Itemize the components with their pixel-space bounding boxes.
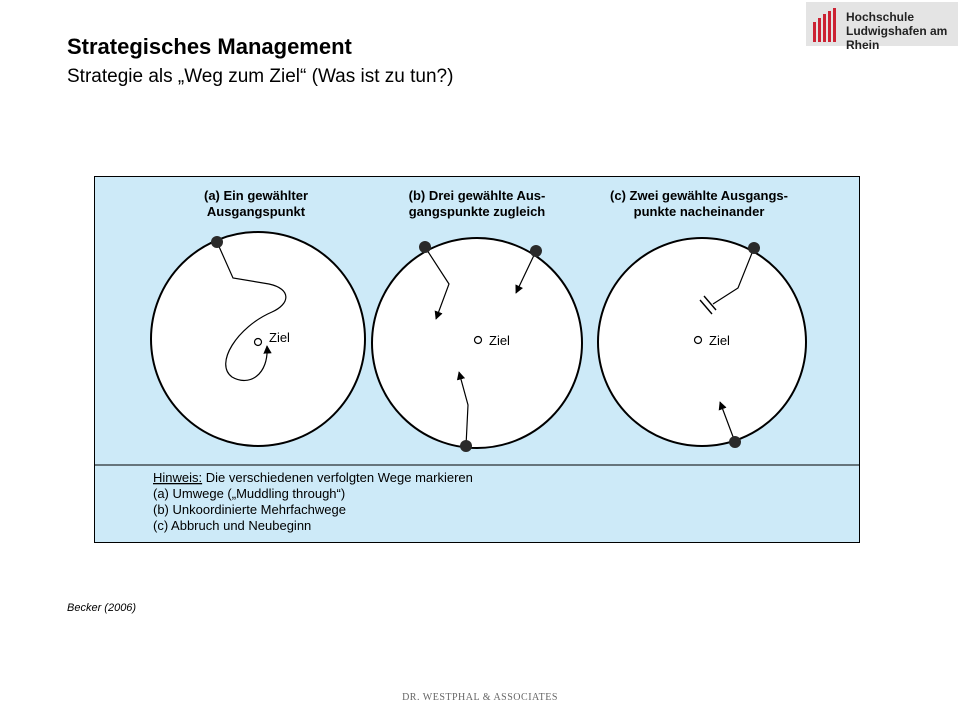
panel-b-goal-marker [475,337,482,344]
panel-a-goal-label: Ziel [269,330,290,345]
panel-b-title-line-1: (b) Drei gewählte Aus- [408,188,546,203]
note-line-1: (a) Umwege („Muddling through“) [153,486,346,501]
note-line-2: (b) Unkoordinierte Mehrfachwege [153,502,346,517]
strategy-path-diagram [94,176,860,543]
panel-c-title-line-1: (c) Zwei gewählte Ausgangs- [610,188,788,203]
panel-b-start-point-1 [419,241,431,253]
panel-c-goal-marker [695,337,702,344]
logo-mark-icon [812,8,842,42]
logo-line-2: Ludwigshafen am Rhein [846,24,948,52]
panel-a-title-line-2: Ausgangspunkt [206,204,306,219]
footer-text: DR. WESTPHAL & ASSOCIATES [402,692,558,703]
note-line-3: (c) Abbruch und Neubeginn [153,518,312,533]
panel-b-title-line-2: gangspunkte zugleich [408,204,546,219]
note-line-0 [153,470,473,485]
panel-b-start-point-2 [530,245,542,257]
panel-c-title-line-2: punkte nacheinander [633,204,765,219]
panel-c-start-point-1 [748,242,760,254]
panel-c-start-point-2 [729,436,741,448]
panel-c-circle [598,238,806,446]
panel-c-goal-label: Ziel [709,333,730,348]
logo-line-1: Hochschule [846,10,915,24]
note-heading-rest: Die verschiedenen verfolgten Wege markieren [202,470,473,485]
panel-b-start-point-3 [460,440,472,452]
panel-a-start-point [211,236,223,248]
note-heading: Hinweis: [153,470,203,485]
university-logo [806,2,958,52]
page-title: Strategisches Management [67,34,352,59]
source-citation: Becker (2006) [67,602,137,614]
panel-b-goal-label: Ziel [489,333,510,348]
panel-a-goal-marker [255,339,262,346]
page-subtitle: Strategie als „Weg zum Ziel“ (Was ist zu tun?) [67,66,454,87]
logo-text [846,10,958,52]
panel-a-title-line-1: (a) Ein gewählter [203,188,309,203]
